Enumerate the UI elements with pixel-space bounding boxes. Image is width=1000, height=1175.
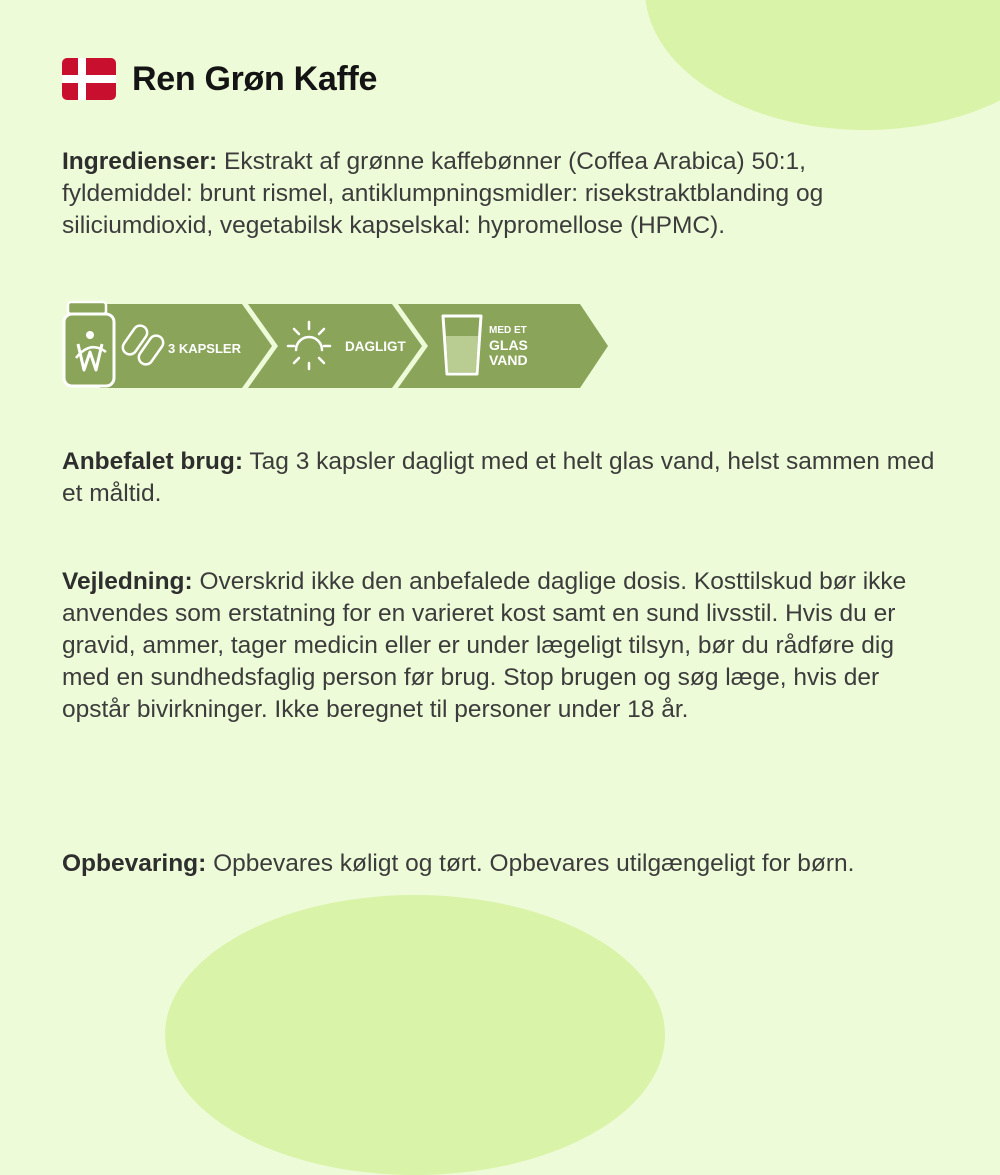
storage-text: Opbevares køligt og tørt. Opbevares utilgængeligt for børn.	[206, 850, 855, 877]
ingredients-text: Ekstrakt af grønne kaffebønner (Coffea Arabica) 50:1, fyldemiddel: brunt rismel, antiklumpningsmidler: risekstraktblanding og siliciumdioxid, vegetabilsk kapselskal: hypromellose (HPMC).	[62, 148, 824, 239]
page-title: Ren Grøn Kaffe	[132, 59, 378, 98]
header	[62, 58, 377, 100]
guidance-section	[62, 566, 942, 726]
dosage-banner-graphic	[60, 300, 615, 392]
ingredients-section	[62, 146, 942, 242]
glass-label	[489, 323, 528, 368]
decorative-blob-top	[645, 0, 1000, 130]
glass-label-line2: GLAS	[489, 337, 528, 353]
supplement-jar-icon	[64, 302, 114, 386]
guidance-text: Overskrid ikke den anbefalede daglige dosis. Kosttilskud bør ikke anvendes som erstatning for en varieret kost samt en sund livsstil. Hvis du er gravid, ammer, tager medicin eller er under lægeligt tilsyn, bør du rådføre dig med en sundhedsfaglig person før brug. Stop brugen og søg læge, hvis der opstår bivirkninger. Ikke beregnet til personer under 18 år.	[62, 568, 907, 723]
usage-label: Anbefalet brug:	[62, 448, 244, 475]
usage-section	[62, 446, 942, 510]
ingredients-label: Ingredienser:	[62, 148, 218, 175]
glass-label-line3: VAND	[489, 352, 528, 368]
capsules-label: 3 KAPSLER	[168, 341, 241, 356]
danish-flag-icon	[62, 58, 116, 100]
daily-label: DAGLIGT	[345, 339, 406, 354]
dosage-banner	[60, 300, 615, 392]
usage-text: Tag 3 kapsler dagligt med et helt glas vand, helst sammen med et måltid.	[62, 448, 935, 507]
glass-label-line1: MED ET	[489, 325, 527, 336]
storage-label: Opbevaring:	[62, 850, 207, 877]
decorative-blob-bottom	[165, 895, 665, 1175]
storage-section	[62, 848, 942, 880]
guidance-label: Vejledning:	[62, 568, 193, 595]
